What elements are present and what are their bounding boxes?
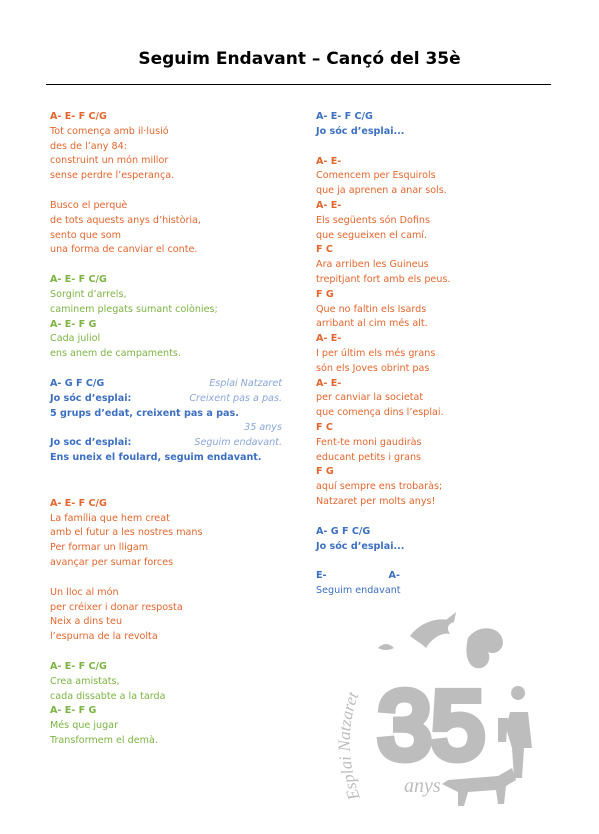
lyric-line: Transformem el demà. — [50, 734, 158, 746]
lyric-line: Cada juliol — [50, 333, 101, 345]
lyric-line: Ens uneix el foulard, seguim endavant. — [50, 451, 262, 463]
lyric-line: educant petits i grans — [316, 451, 422, 463]
chord-line: A- E- F C/G — [50, 111, 107, 122]
chord-line: A- E- — [316, 155, 342, 167]
logo-arc-text: Esplai Natzaret — [334, 689, 364, 803]
lyric-line: Jo sóc d’esplai: — [50, 392, 132, 404]
song-title: Seguim Endavant – Cançó del 35è — [138, 49, 461, 69]
lyric-line: Els següents són Dofins — [316, 214, 431, 226]
chord-line: A- E- F G — [50, 318, 97, 330]
squirrel-icon — [466, 628, 502, 668]
chord-line: F G — [316, 466, 334, 478]
lyric-line: Comencem per Esquirols — [316, 170, 436, 182]
chorus-side-text: Esplai Natzaret — [209, 377, 282, 389]
right-column — [316, 110, 556, 599]
chorus-reprise-1 — [316, 110, 556, 140]
chord-line: A- E- F C/G — [50, 274, 107, 286]
lyric-line: caminem plegats sumant colònies; — [50, 303, 218, 315]
anniversary-logo — [318, 608, 558, 824]
lyric-line: per créixer i donar resposta — [50, 601, 183, 613]
lyric-line: de tots aquests anys d’història, — [50, 214, 201, 226]
lyric-line: que segueixen el camí. — [316, 229, 428, 241]
lyric-line: Per formar un lligam — [50, 542, 149, 554]
chord-line: A- G F C/G — [316, 525, 371, 537]
lyric-line: Neix a dins teu — [50, 616, 123, 628]
chord-line: E- — [316, 570, 327, 582]
lyric-line: Ara arriben les Guineus — [316, 259, 429, 271]
verse-6 — [50, 660, 282, 749]
lyric-line: aquí sempre ens trobaràs; — [316, 481, 443, 493]
lyric-line: són els Joves obrint pas — [316, 362, 430, 374]
lyric-line: Tot comença amb il·lusió — [50, 125, 169, 137]
lyric-line: construint un món millor — [50, 155, 169, 167]
lyric-line: cada dissabte a la tarda — [50, 690, 166, 702]
lyric-line: que comença dins l’esplai. — [316, 407, 444, 419]
lyric-line: I per últim els més grans — [316, 347, 436, 359]
chord-line: A- E- — [316, 199, 342, 211]
lyric-line: Busco el perquè — [50, 199, 128, 211]
wave-icon — [378, 644, 394, 650]
lyric-line: Natzaret per molts anys! — [316, 495, 436, 507]
lyric-line: una forma de canviar el conte. — [50, 244, 198, 256]
lyric-line: l’espurna de la revolta — [50, 631, 158, 643]
chord-line: A- E- F C/G — [50, 660, 107, 672]
ending — [316, 569, 556, 599]
chorus-reprise-2 — [316, 525, 556, 555]
lyric-line: Seguim endavant — [316, 585, 401, 597]
verse-4 — [50, 497, 282, 571]
lyric-line: 5 grups d’edat, creixent pas a pas. — [50, 407, 239, 419]
lyric-line: avançar per sumar forces — [50, 556, 174, 568]
verse-1 — [50, 110, 282, 184]
lyric-line: per canviar la societat — [316, 392, 424, 404]
dolphin-icon — [410, 612, 456, 648]
chord-line: F C — [316, 421, 333, 433]
lyric-line: Un lloc al món — [50, 586, 119, 598]
lyric-line: Sorgint d’arrels, — [50, 288, 127, 300]
chord-line: A- E- F G — [50, 705, 97, 717]
chord-line: A- E- F C/G — [50, 497, 107, 509]
lyric-line: Fent-te moni gaudiràs — [316, 436, 422, 448]
logo-word: anys — [404, 775, 441, 797]
title-rule — [46, 84, 551, 85]
chord-line: A- E- — [316, 333, 342, 345]
chord-line: F C — [316, 244, 333, 256]
verse-3 — [50, 273, 282, 362]
lyric-line: Crea amistats, — [50, 675, 120, 687]
lyric-line: sento que som — [50, 229, 121, 241]
lyric-line: sense perdre l’esperança. — [50, 170, 175, 182]
lyric-line: La família que hem creat — [50, 512, 170, 524]
left-column — [50, 110, 282, 749]
chord-line: A- E- — [316, 377, 342, 389]
chord-line: A- — [388, 570, 400, 582]
verse-5 — [50, 586, 282, 645]
lyric-line: arribant al cim més alt. — [316, 318, 428, 330]
chorus-side-text: 35 anys — [244, 422, 282, 434]
lyric-line: Més que jugar — [50, 720, 119, 732]
chorus-side-text: Creixent pas a pas. — [189, 392, 282, 404]
verse-2 — [50, 199, 282, 258]
chord-line: A- G F C/G — [50, 377, 105, 389]
chord-line: A- E- F C/G — [316, 111, 373, 122]
lyric-line: amb el futur a les nostres mans — [50, 527, 203, 539]
lyric-line: que ja aprenen a anar sols. — [316, 185, 447, 197]
lyric-line: Que no faltin els Isards — [316, 303, 427, 315]
chord-line: F G — [316, 288, 334, 300]
lyric-line: Jo sóc d’esplai... — [316, 540, 405, 552]
lyric-line: ens anem de campaments. — [50, 348, 181, 360]
hiker-icon — [498, 686, 532, 778]
verse-groups — [316, 155, 556, 510]
lyric-line: Jo soc d’esplai: — [50, 437, 132, 449]
chorus-side-text: Seguim endavant. — [194, 437, 282, 449]
lyric-line: Jo sóc d’esplai... — [316, 125, 405, 137]
lyric-line: trepitjant fort amb els peus. — [316, 273, 451, 285]
chorus — [50, 377, 282, 466]
logo-number: 35 — [378, 672, 485, 779]
lyric-line: des de l’any 84: — [50, 140, 127, 152]
